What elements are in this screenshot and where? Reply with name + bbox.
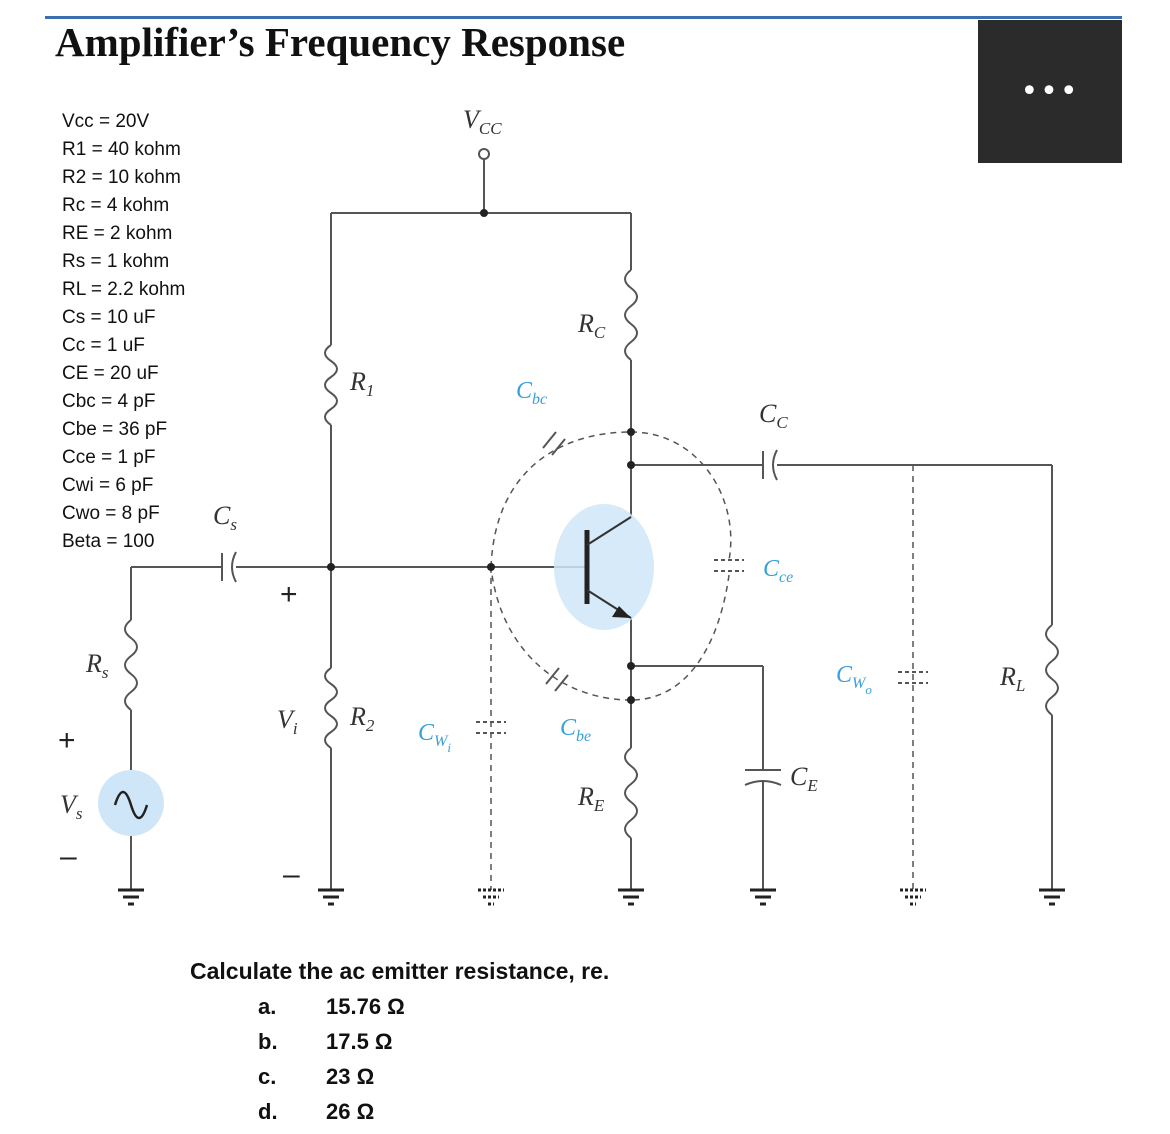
param-cwi: Cwi = 6 pF (62, 475, 154, 496)
ground-icon (618, 890, 644, 904)
option-d[interactable] (258, 1099, 405, 1134)
label-vcc: $V_{CC}$ (463, 105, 502, 138)
option-letter: a. (258, 994, 277, 1019)
rc-resistor (625, 270, 637, 360)
label-cce: $C_{ce}$ (763, 556, 794, 586)
option-text: 15.76 Ω (326, 994, 405, 1019)
label-cbc: $C_{bc}$ (516, 378, 548, 408)
page-title: Amplifier’s Frequency Response (55, 19, 626, 65)
param-rs: Rs = 1 kohm (62, 251, 170, 272)
vi-minus: – (283, 858, 300, 891)
more-options-button[interactable]: ••• (978, 20, 1122, 163)
option-text: 17.5 Ω (326, 1029, 393, 1054)
ground-icon (118, 890, 144, 904)
option-b[interactable] (258, 1029, 405, 1064)
label-ce: $C_E$ (790, 762, 818, 795)
option-a[interactable] (258, 994, 405, 1029)
label-vi: $V_i$ (277, 705, 298, 738)
label-cs: $C_s$ (213, 501, 237, 534)
rl-resistor (1046, 625, 1058, 715)
question-text: Calculate the ac emitter resistance, re. (190, 958, 610, 984)
option-c[interactable] (258, 1064, 405, 1099)
param-rl: RL = 2.2 kohm (62, 279, 186, 300)
vi-plus: + (280, 578, 298, 611)
option-text: 23 Ω (326, 1064, 375, 1089)
label-cc: $C_C$ (759, 399, 788, 432)
param-ce: CE = 20 uF (62, 363, 159, 384)
ground-icon (478, 890, 504, 904)
option-text: 26 Ω (326, 1099, 375, 1124)
label-rs: $R_s$ (86, 649, 109, 682)
label-rc: $R_C$ (578, 309, 606, 342)
option-letter: d. (258, 1099, 278, 1124)
label-rl: $R_L$ (1000, 662, 1026, 695)
param-re: RE = 2 kohm (62, 223, 173, 244)
param-cce: Cce = 1 pF (62, 447, 156, 468)
r1-resistor (325, 345, 337, 425)
rs-resistor (125, 620, 137, 710)
transistor-highlight (554, 504, 654, 630)
ground-icon (900, 890, 926, 904)
vs-minus: – (60, 840, 77, 873)
ground-icon (750, 890, 776, 904)
label-cwi: $C_{Wi}$ (418, 720, 451, 755)
param-beta: Beta = 100 (62, 531, 155, 552)
ground-icon (318, 890, 344, 904)
option-letter: b. (258, 1029, 278, 1054)
vcc-terminal (479, 149, 489, 159)
answer-options (258, 994, 405, 1134)
param-cs: Cs = 10 uF (62, 307, 156, 328)
label-re: $R_E$ (578, 782, 605, 815)
label-r1: $R_1$ (350, 367, 375, 400)
param-cbe: Cbe = 36 pF (62, 419, 168, 440)
label-cwo: $C_{Wo}$ (836, 662, 872, 697)
ground-icon (1039, 890, 1065, 904)
param-cc: Cc = 1 uF (62, 335, 145, 356)
label-r2: $R_2$ (350, 702, 375, 735)
label-cbe: $C_{be}$ (560, 715, 592, 745)
param-cbc: Cbc = 4 pF (62, 391, 156, 412)
param-rc: Rc = 4 kohm (62, 195, 170, 216)
label-vs: $V_s$ (60, 790, 83, 823)
param-r1: R1 = 40 kohm (62, 139, 181, 160)
option-letter: c. (258, 1064, 277, 1089)
param-cwo: Cwo = 8 pF (62, 503, 160, 524)
param-r2: R2 = 10 kohm (62, 167, 181, 188)
vs-plus: + (58, 724, 76, 757)
re-resistor (625, 748, 637, 838)
r2-resistor (325, 668, 337, 748)
param-vcc: Vcc = 20V (62, 111, 150, 132)
